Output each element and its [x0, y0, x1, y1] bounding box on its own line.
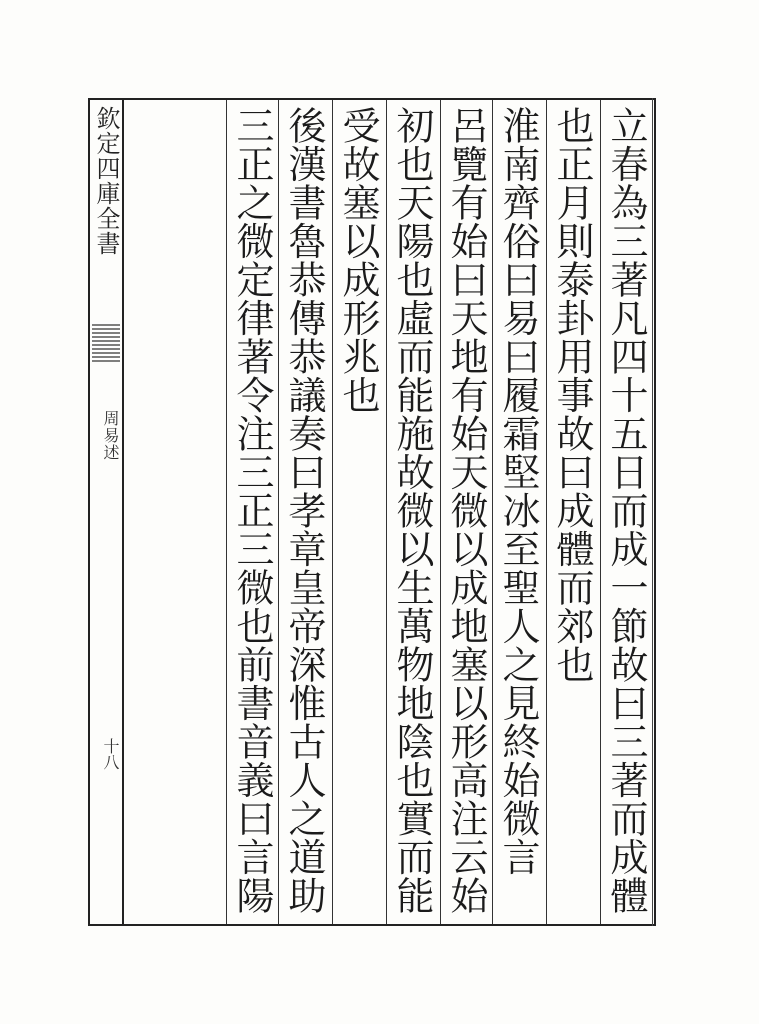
- column-rule: [492, 100, 493, 924]
- column-rule: [278, 100, 279, 924]
- text-column-3: 淮南齊俗曰易曰履霜堅冰至聖人之見終始微言: [496, 106, 540, 876]
- column-rule: [386, 100, 387, 924]
- frame-inner-rule: [652, 98, 653, 926]
- column-rule: [546, 100, 547, 924]
- text-column-6: 受故塞以成形兆也: [336, 106, 380, 414]
- margin-title: 欽定四庫全書: [92, 106, 120, 256]
- text-column-8: 三正之微定律著令注三正三微也前書音義曰言陽: [230, 106, 274, 915]
- column-rule: [332, 100, 333, 924]
- fishtail-mark: [92, 322, 120, 362]
- column-rule: [440, 100, 441, 924]
- text-column-5: 初也天陽也虛而能施故微以生萬物地陰也實而能: [390, 106, 434, 915]
- column-rule: [600, 100, 601, 924]
- text-column-7: 後漢書魯恭傳恭議奏曰孝章皇帝深惟古人之道助: [282, 106, 326, 915]
- text-column-2: 也正月則泰卦用事故曰成體而郊也: [550, 106, 594, 684]
- margin-page-number: 十八: [101, 738, 120, 770]
- column-rule: [226, 100, 227, 924]
- text-column-1: 立春為三著凡四十五日而成一節故曰三著而成體: [604, 106, 648, 915]
- text-column-4: 呂覽有始曰天地有始天微以成地塞以形高注云始: [444, 106, 488, 915]
- margin-subtitle: 周易述: [101, 410, 120, 461]
